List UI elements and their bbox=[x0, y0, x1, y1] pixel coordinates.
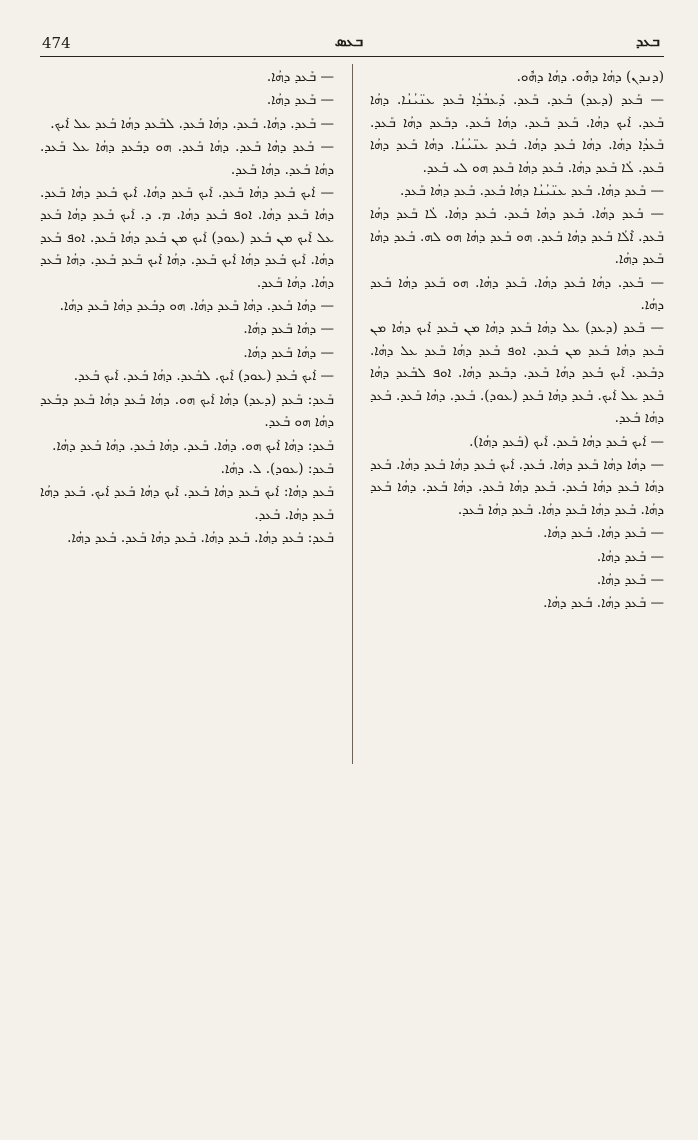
column-divider bbox=[352, 64, 353, 764]
dictionary-entry: — ܒܰܥܕ ܕܗܳܐ. bbox=[266, 92, 334, 109]
header-rule bbox=[40, 56, 664, 57]
dictionary-entry: — ܒܰܥܕ (ܕܥܕ) ܒܰܥܕ. ܒܰܥܕ. ܕܰܥܒܳܕܳܐ ܒܰܥܕ ܥܢ̈ܝܳܢܳܐ. ܕܗܳܐ ܒܰܥܕ. ܐܰܝܟ ܕܗܳܐ. ܒܰܥܕ ܒܰܥܕ. ܕܗܳܐ ܒܰܥܕ. ܕܒܰܥܕ ܕܗܳܐ ܒܰܥܕ. ܒܰܥܕܳܐ ܕܗܳܐ. ܕܗܳܐ ܒܰܥܕ ܕܗܳܐ. ܒܰܥܕ ܥܢ̈ܝܳܢܳܐ. ܕܗܳܐ ܒܰܥܕ ܕܗܳܐ ܒܰܥܕ. ܠܳܐ ܒܰܥܕ ܕܗܳܐ. ܒܰܥܕ ܕܗܳܐ ܒܰܥܕ ܗܘ ܠܝ ܒܰܥܕ. bbox=[370, 92, 664, 176]
dictionary-entry: ܒܰܥܕ: ܕܗܳܐ ܐܰܝܟ ܗܘ. ܕܗܳܐ. ܒܰܥܕ. ܕܗܳܐ ܒܰܥܕ. ܕܗܳܐ ܒܰܥܕ ܕܗܳܐ. bbox=[52, 437, 334, 454]
dictionary-entry: — ܐܰܝܟ ܒܰܥܕ ܕܗܳܐ ܒܰܥܕ. ܐܰܝܟ (ܒܰܥܕ ܕܗܳܐ). bbox=[469, 433, 664, 450]
dictionary-entry: — ܒܰܥܕ ܕܗܳܐ. bbox=[266, 69, 334, 85]
dictionary-entry: — ܒܰܥܕ ܕܗܳܐ. ܒܰܥܕ ܥܢ̈ܝܳܢܳܐ ܕܗܳܐ ܒܰܥܕ. ܒܰܥܕ ܕܗܳܐ ܒܰܥܕ. bbox=[400, 183, 664, 200]
dictionary-entry: — ܕܗܳܐ ܒܰܥܕ. ܕܗܳܐ ܒܰܥܕ ܕܗܳܐ. ܗܘ ܕܒܰܥܕ ܕܗܳܐ ܒܰܥܕ ܕܗܳܐ. bbox=[59, 298, 334, 315]
dictionary-entry: — ܒܰܥܕ (ܕܥܕ) ܥܠ ܕܗܳܐ ܒܰܥܕ ܕܗܳܐ ܡܢ ܒܰܥܕ ܐܰܝܟ ܕܗܳܐ ܡܢ ܒܰܥܕ ܕܗܳܐ ܒܰܥܕ ܡܢ ܒܰܥܕ. ܐܘܦ ܒܰܥܕ ܕܗܳܐ ܒܰܥܕ ܥܠ ܕܗܳܐ. ܕܒܰܥܕ. ܐܰܝܟ ܒܰܥܕ ܕܗܳܐ ܒܰܥܕ. ܕܒܰܥܕ ܕܗܳܐ. ܐܘܦ ܠܒܰܥܕ ܕܗܳܐ ܒܰܥܕ ܥܠ ܐܰܝܟ. ܒܰܥܕ ܕܗܳܐ ܒܰܥܕ (ܥܘܕ). ܒܰܥܕ. ܕܗܳܐ ܒܰܥܕ. ܒܰܥܕ ܕܗܳܐ ܒܰܥܕ. bbox=[370, 320, 664, 427]
running-head: ܒܥܣ bbox=[334, 32, 364, 50]
page-header bbox=[0, 30, 698, 58]
dictionary-entry: — ܕܗܳܐ ܒܰܥܕ ܕܗܳܐ. bbox=[243, 344, 334, 361]
left-column bbox=[40, 66, 334, 551]
dictionary-entry: ܒܰܥܕ: (ܥܘܕ). ܠ. ܕܗܳܐ. bbox=[220, 460, 334, 477]
page-number: 474 bbox=[42, 34, 71, 52]
dictionary-entry: ܒܰܥܕ: ܒܰܥܕ ܕܗܳܐ. ܒܰܥܕ ܕܗܳܐ. ܒܰܥܕ ܕܗܳܐ ܒܰܥܕ. ܒܰܥܕ ܕܗܳܐ. bbox=[67, 530, 334, 547]
dictionary-entry: — ܒܰܥܕ ܕܗܳܐ. ܒܰܥܕ ܕܗܳܐ. bbox=[543, 595, 664, 612]
guide-word: ܒܥܕ bbox=[635, 32, 660, 50]
dictionary-entry: — ܒܰܥܕ ܕܗܳܐ. bbox=[596, 571, 664, 588]
dictionary-entry: — ܒܰܥܕ ܕܗܳܐ. ܒܰܥܕ ܕܗܳܐ. bbox=[543, 525, 664, 542]
dictionary-entry: — ܕܗܳܐ ܒܰܥܕ ܕܗܳܐ. bbox=[243, 321, 334, 338]
dictionary-entry: (ܕܢܕܢ) ܕܗܳܐ ܕܗܽܘ. ܕܗܳܐ ܕܗܽܘ. bbox=[516, 69, 664, 85]
dictionary-entry: — ܒܰܥܕ. ܕܗܳܐ. ܒܰܥܕ. ܕܗܳܐ ܒܰܥܕ. ܠܒܰܥܕ ܕܗܳܐ ܒܰܥܕ ܥܠ ܐܰܝܟ. bbox=[50, 115, 334, 132]
dictionary-entry: — ܒܰܥܕ ܕܗܳܐ. ܒܰܥܕ ܕܗܳܐ ܒܰܥܕ. ܒܰܥܕ ܕܗܳܐ. ܠܳܐ ܒܰܥܕ ܕܗܳܐ ܒܰܥܕ. ܐܶܠܳܐ ܒܰܥܕ ܕܗܳܐ ܒܰܥܕ. ܗܘ ܒܰܥܕ ܕܗܳܐ ܗܘ ܠܗ. ܒܰܥܕ ܕܗܳܐ ܒܰܥܕ ܕܗܳܐ. bbox=[370, 206, 664, 268]
dictionary-entry: — ܒܰܥܕ ܕܗܳܐ ܒܰܥܕ. ܕܗܳܐ ܒܰܥܕ. ܗܘ ܕܒܰܥܕ ܕܗܳܐ ܥܠ ܒܰܥܕ. ܕܗܳܐ ܒܰܥܕ. ܕܗܳܐ ܒܰܥܕ. bbox=[40, 139, 334, 178]
right-column bbox=[370, 66, 664, 616]
dictionary-entry: — ܒܰܥܕ ܕܗܳܐ. bbox=[596, 548, 664, 565]
dictionary-entry: — ܐܰܝܟ ܒܰܥܕ ܕܗܳܐ ܒܰܥܕ. ܐܰܝܟ ܒܰܥܕ ܕܗܳܐ. ܐܰܝܟ ܒܰܥܕ ܕܗܳܐ ܒܰܥܕ. ܕܗܳܐ ܒܰܥܕ ܕܗܳܐ. ܐܘܦ ܒܰܥܕ ܕܗܳܐ. ܡ. ܕ. ܐܰܝܟ ܒܰܥܕ ܕܗܳܐ ܒܰܥܕ ܥܠ ܐܰܝܟ ܡܢ ܒܰܥܕ (ܥܘܕ) ܐܰܝܟ ܡܢ ܒܰܥܕ ܕܗܳܐ ܒܰܥܕ. ܐܘܦ ܒܰܥܕ ܕܗܳܐ. ܐܰܝܟ ܒܰܥܕ ܕܗܳܐ ܐܰܝܟ ܒܰܥܕ. ܕܗܳܐ ܐܰܝܟ ܒܰܥܕ ܒܰܥܕ. ܕܗܳܐ ܒܰܥܕ ܕܗܳܐ. ܕܗܳܐ ܒܰܥܕ. bbox=[40, 185, 334, 291]
dictionary-entry: — ܒܰܥܕ. ܕܗܳܐ ܒܰܥܕ ܕܗܳܐ. ܒܰܥܕ ܕܗܳܐ. ܗܘ ܒܰܥܕ ܕܗܳܐ ܒܰܥܕ ܕܗܳܐ. bbox=[370, 274, 664, 314]
dictionary-entry: — ܕܗܳܐ ܕܗܳܐ ܒܰܥܕ ܕܗܳܐ. ܒܰܥܕ. ܐܰܝܟ ܒܰܥܕ ܕܗܳܐ ܒܰܥܕ ܕܗܳܐ. ܒܰܥܕ ܕܗܳܐ ܒܰܥܕ ܕܗܳܐ ܒܰܥܕ. ܒܰܥܕ ܕܗܳܐ ܒܰܥܕ. ܕܗܳܐ ܒܰܥܕ. ܕܗܳܐ ܒܰܥܕ ܕܗܳܐ. ܒܰܥܕ ܕܗܳܐ ܒܰܥܕ ܕܗܳܐ. ܒܰܥܕ ܕܗܳܐ ܒܰܥܕ. bbox=[370, 456, 664, 518]
dictionary-entry: — ܐܰܝܟ ܒܰܥܕ (ܥܘܕ) ܐܰܝܟ. ܠܒܰܥܕ. ܕܗܳܐ ܒܰܥܕ. ܐܰܝܟ ܒܰܥܕ. bbox=[73, 368, 334, 385]
dictionary-entry: ܒܰܥܕ: ܒܰܥܕ (ܕܥܕ) ܕܗܳܐ ܐܰܝܟ ܗܘ. ܕܗܳܐ ܒܰܥܕ ܕܗܳܐ ܒܰܥܕ ܕܒܰܥܕ ܕܗܳܐ ܗܘ ܒܰܥܕ. bbox=[40, 391, 334, 431]
dictionary-entry: ܒܰܥܕ ܕܗܳܐ: ܐܰܝܟ ܒܰܥܕ ܕܗܳܐ ܒܰܥܕ. ܐܰܝܟ ܕܗܳܐ ܒܰܥܕ ܐܰܝܟ. ܒܰܥܕ ܕܗܳܐ ܒܰܥܕ ܕܗܳܐ. ܒܰܥܕ. bbox=[40, 484, 334, 523]
